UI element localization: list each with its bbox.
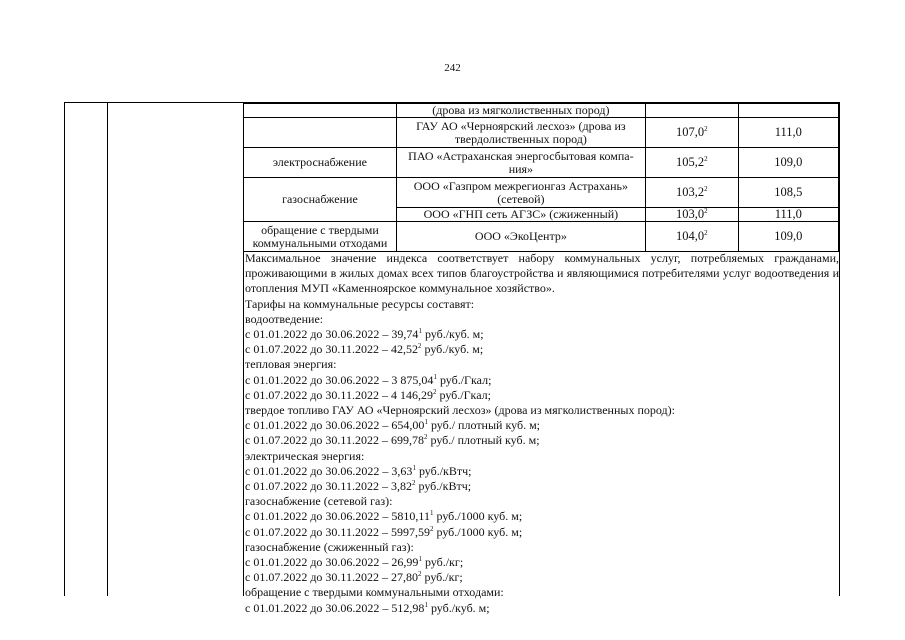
tariff-line [245,585,839,600]
tariff-line [245,297,839,312]
footnote-marker: 1 [430,509,434,518]
provider-cell: ООО «Газпром межрегионгаз Астрахань» (сетевой) [396,178,645,208]
tariff-line-text: газоснабжение (сетевой газ): [245,494,393,509]
footnote-marker: 1 [424,600,428,609]
tariff-line-text: с 01.07.2022 до 30.11.2022 – 42,52 [245,342,418,357]
tariff-lines [245,297,839,616]
tariff-line-text: Тарифы на коммунальные ресурсы составят: [245,296,475,311]
tariff-line-text: с 01.01.2022 до 30.06.2022 – 3,63 [245,463,413,478]
tariff-line-unit: руб./1000 куб. м; [433,524,523,539]
tariff-table [243,103,839,252]
provider-cell: ПАО «Астраханская энергосбытовая компа-ния» [396,148,645,178]
tariff-line-text: с 01.01.2022 до 30.06.2022 – 654,00 [245,418,425,433]
page-number: 242 [444,62,461,74]
tariff-line-text: с 01.07.2022 до 30.11.2022 – 3,82 [245,479,412,494]
max-index-cell: 108,5 [738,178,838,208]
service-cell: газоснабжение [244,178,397,222]
tariff-line-unit: руб./ плотный куб. м; [427,433,540,448]
max-index-cell: 111,0 [738,118,838,148]
service-cell [244,104,397,118]
index-value-cell: 103,2$^2$ [645,178,738,208]
tariff-line [245,449,839,464]
table-row [244,148,839,178]
max-index-cell [738,104,838,118]
tariff-line [245,357,839,372]
tariff-line-text: тепловая энергия: [245,357,337,372]
tariff-line-unit: руб./кг; [421,570,463,585]
tariff-line [245,570,839,585]
service-cell: обращение с твердыми коммунальными отходами [244,222,397,252]
table-row [244,178,839,208]
tariff-line-unit: руб./Гкал; [436,387,491,402]
tariff-line-text: с 01.01.2022 до 30.06.2022 – 39,74 [245,327,419,342]
index-value-cell: 107,0$^2$ [645,118,738,148]
max-index-cell: 111,0 [738,208,838,222]
table-row [244,222,839,252]
tariff-line [245,540,839,555]
footnote-marker: 2 [424,433,428,442]
tariff-line-unit: руб./1000 куб. м; [433,509,523,524]
tariff-line [245,494,839,509]
tariff-line-unit: руб./кВтч; [415,479,472,494]
tariff-line-unit: руб./кВтч; [415,463,472,478]
tariff-line [245,403,839,418]
document-table-frame [64,102,840,615]
tariff-line-unit: руб./куб. м; [421,327,484,342]
tariff-line-text: с 01.07.2022 до 30.11.2022 – 5997,59 [245,524,430,539]
provider-cell: ГАУ АО «Черноярский лесхоз» (дрова из твердолиственных пород) [396,118,645,148]
tariff-line-unit: руб./кг; [421,555,464,570]
tariff-line-text: с 01.07.2022 до 30.11.2022 – 27,80 [245,570,418,585]
tariff-line [245,509,839,524]
tariff-line [245,342,839,357]
footnote-marker: 2 [433,387,437,396]
tariff-line-text: электрическая энергия: [245,448,365,463]
tariff-line [245,418,839,433]
tariff-line [245,525,839,540]
tariff-line-unit: руб./Гкал; [436,372,492,387]
tariff-line-unit: руб./куб. м; [421,342,484,357]
tariff-line-text: твердое топливо ГАУ АО «Черноярский лесхоз» (дрова из мягколиственных пород): [245,403,675,418]
tariff-line [245,555,839,570]
tariff-line-text: с 01.01.2022 до 30.06.2022 – 3 875,04 [245,372,434,387]
service-cell [244,118,397,148]
footnote-marker: 2 [418,570,422,579]
footnote-marker: 2 [430,524,434,533]
footnote-marker: 1 [424,418,428,427]
table-row [244,104,839,118]
tariff-line-text: с 01.01.2022 до 30.06.2022 – 512,98 [245,600,425,615]
footnote-marker: 1 [433,372,437,381]
max-index-cell: 109,0 [738,222,838,252]
service-cell: электроснабжение [244,148,397,178]
tariff-line [245,327,839,342]
provider-cell: ООО «ЭкоЦентр» [396,222,645,252]
tariff-line [245,373,839,388]
index-value-cell: 105,2$^2$ [645,148,738,178]
index-value-cell: 103,0$^2$ [645,208,738,222]
tariff-line-text: с 01.07.2022 до 30.11.2022 – 699,78 [245,433,424,448]
index-value-cell [645,104,738,118]
footnote-marker: 1 [412,463,416,472]
tariff-description [245,251,839,616]
footnote-marker: 1 [418,327,422,336]
footnote-marker: 2 [412,479,416,488]
column-divider [107,103,108,596]
tariff-line-text: с 01.01.2022 до 30.06.2022 – 26,99 [245,555,419,570]
footnote-marker: 1 [418,555,422,564]
table-row [244,118,839,148]
index-paragraph: Максимальное значение индекса соответствует набору коммунальных услуг, потребляемых гражданами, проживающими в жилых домах всех типов благоустройства и являющимися потребителями услуг водоотведения и отопления МУП «Каменноярское коммунальное хозяйство». [245,251,839,296]
provider-cell: (дрова из мягколиственных пород) [396,104,645,118]
tariff-line-unit: руб./ плотный куб. м; [427,418,540,433]
tariff-line [245,479,839,494]
tariff-line-text: с 01.01.2022 до 30.06.2022 – 5810,11 [245,509,430,524]
max-index-cell: 109,0 [738,148,838,178]
provider-cell: ООО «ГНП сеть АГЗС» (сжиженный) [396,208,645,222]
tariff-line [245,312,839,327]
index-value-cell: 104,0$^2$ [645,222,738,252]
footnote-marker: 2 [418,342,422,351]
tariff-line [245,388,839,403]
tariff-line [245,433,839,448]
tariff-line-unit: руб./куб. м; [427,600,490,615]
tariff-line [245,601,839,616]
tariff-line-text: водоотведение: [245,311,324,326]
tariff-line-text: газоснабжение (сжиженный газ): [245,539,414,554]
tariff-line [245,464,839,479]
tariff-line-text: обращение с твердыми коммунальными отходами: [245,585,504,600]
tariff-line-text: с 01.07.2022 до 30.11.2022 – 4 146,29 [245,387,433,402]
